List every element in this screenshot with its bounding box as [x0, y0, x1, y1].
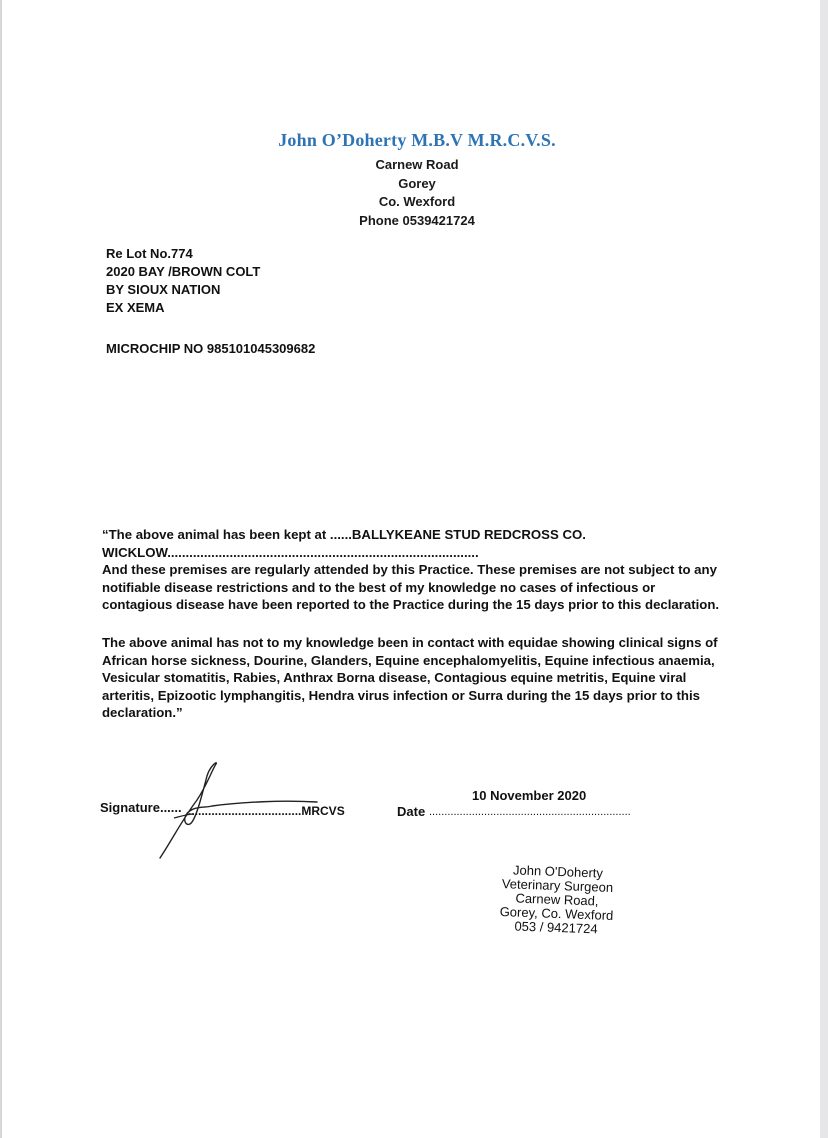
- signature-label: Signature......: [100, 800, 182, 815]
- stamp-line: Gorey, Co. Wexford: [499, 904, 614, 923]
- declaration-line: The above animal has not to my knowledge been in contact with equidae showing clinical signs of: [102, 635, 718, 650]
- document-page: [2, 0, 820, 1138]
- date-value: 10 November 2020: [472, 788, 587, 803]
- date-label: Date: [397, 804, 426, 819]
- address-line: Gorey: [398, 175, 436, 191]
- lot-details: [106, 245, 260, 317]
- signature-dots: ..................................MRCVS: [188, 804, 345, 818]
- declaration-line: arteritis, Epizootic lymphangitis, Hendra virus infection or Surra during the 15 days prior to this: [102, 687, 700, 703]
- letterhead-address: [252, 156, 582, 230]
- declaration-line: WICKLOW.....................................................................................: [102, 544, 479, 560]
- declaration-line: notifiable disease restrictions and to the best of my knowledge no cases of infectious or: [102, 579, 656, 595]
- handwritten-signature: [152, 760, 322, 860]
- lot-line: EX XEMA: [106, 300, 165, 315]
- practice-stamp: [481, 862, 633, 937]
- declaration-paragraph-1: [102, 526, 722, 614]
- microchip-number: MICROCHIP NO 985101045309682: [106, 341, 316, 356]
- date-dots: ..................................................................: [429, 806, 631, 818]
- letterhead-name: John O’Doherty M.B.V M.R.C.V.S.: [278, 130, 556, 150]
- lot-line: 2020 BAY /BROWN COLT: [106, 264, 261, 279]
- stamp-line: Veterinary Surgeon: [501, 876, 614, 895]
- declaration-line: Vesicular stomatitis, Rabies, Anthrax Borna disease, Contagious equine metritis, Equine viral: [102, 670, 687, 685]
- lot-line: Re Lot No.774: [106, 246, 193, 261]
- phone-line: Phone 0539421724: [359, 212, 475, 228]
- declaration-line: “The above animal has been kept at ......BALLYKEANE STUD REDCROSS CO.: [102, 527, 586, 542]
- declaration-line: contagious disease have been reported to the Practice during the 15 days prior to this declaration.: [102, 597, 720, 612]
- declaration-line: declaration.”: [102, 705, 183, 720]
- address-line: Co. Wexford: [378, 194, 456, 209]
- stamp-line: 053 / 9421724: [514, 918, 598, 937]
- declaration-paragraph-2: [102, 634, 722, 722]
- stamp-line: John O'Doherty: [512, 862, 604, 881]
- address-line: Carnew Road: [375, 157, 459, 172]
- declaration-line: And these premises are regularly attended by this Practice. These premises are not subject to any: [102, 562, 717, 577]
- stamp-line: Carnew Road,: [515, 890, 599, 909]
- lot-line: BY SIOUX NATION: [106, 282, 221, 297]
- page-edge: [820, 0, 828, 1138]
- declaration-line: African horse sickness, Dourine, Glanders, Equine encephalomyelitis, Equine infectious anaemia,: [102, 652, 715, 668]
